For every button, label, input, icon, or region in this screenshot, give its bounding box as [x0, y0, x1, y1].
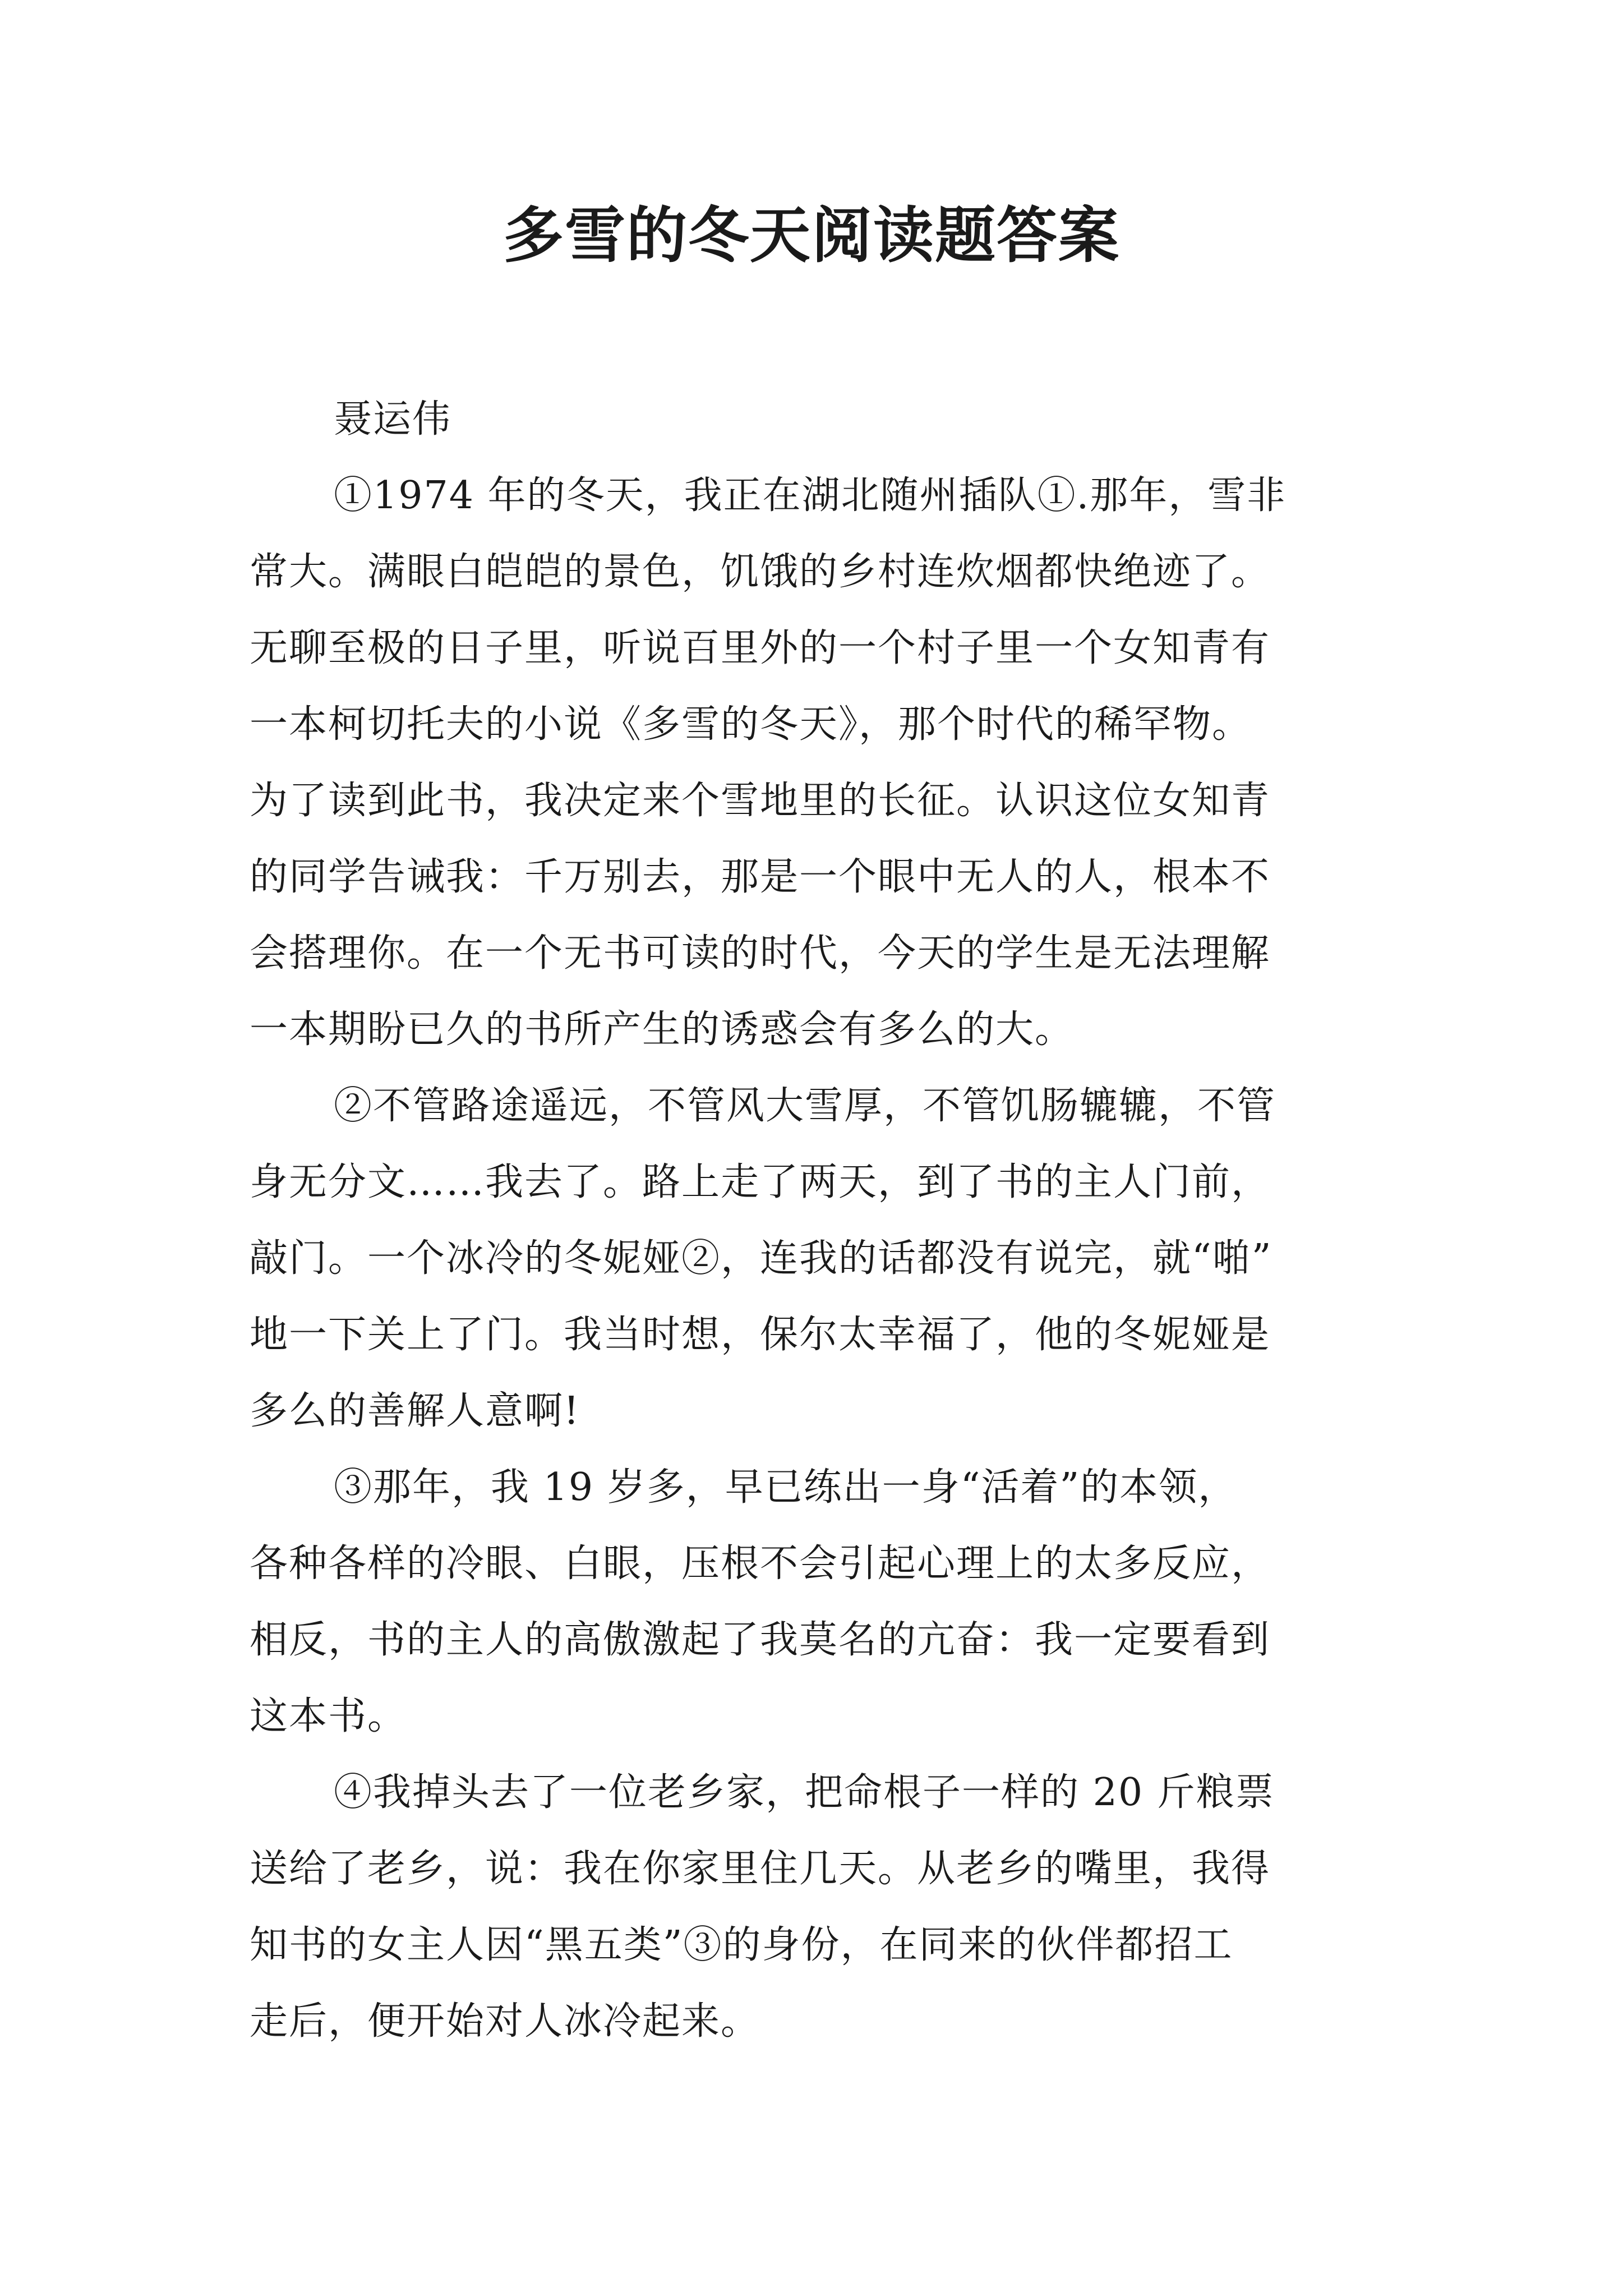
- paragraph-line: 各种各样的冷眼、白眼，压根不会引起心理上的太多反应，: [250, 1542, 1271, 1586]
- paragraph-line: 常大。满眼白皑皑的景色，饥饿的乡村连炊烟都快绝迹了。: [250, 550, 1271, 594]
- paragraph-line: 这本书。: [250, 1694, 407, 1738]
- paragraph-line: ④我掉头去了一位老乡家，把命根子一样的 20 斤粮票: [334, 1770, 1275, 1815]
- paragraph-line: 会搭理你。在一个无书可读的时代，今天的学生是无法理解: [250, 931, 1271, 976]
- paragraph-line: ②不管路途遥远，不管风大雪厚，不管饥肠辘辘，不管: [334, 1084, 1276, 1128]
- paragraph-line: 为了读到此书，我决定来个雪地里的长征。认识这位女知青: [250, 779, 1271, 823]
- paragraph-line: 无聊至极的日子里，听说百里外的一个村子里一个女知青有: [250, 626, 1271, 670]
- author-name: 聂运伟: [334, 397, 452, 441]
- paragraph-line: 的同学告诫我：千万别去，那是一个眼中无人的人，根本不: [250, 855, 1271, 899]
- paragraph-line: ①1974 年的冬天，我正在湖北随州插队①.那年，雪非: [334, 473, 1287, 518]
- paragraph-line: 多么的善解人意啊!: [250, 1389, 580, 1433]
- paragraph-1: [250, 458, 1371, 1068]
- paragraph-3: [250, 1450, 1371, 1755]
- document-body: [250, 381, 1371, 2060]
- document-title: 多雪的冬天阅读题答案: [502, 200, 1120, 271]
- paragraph-line: 敲门。一个冰冷的冬妮娅②，连我的话都没有说完，就“啪”: [250, 1236, 1272, 1281]
- paragraph-line: 相反，书的主人的高傲激起了我莫名的亢奋：我一定要看到: [250, 1618, 1271, 1662]
- paragraph-2: [250, 1068, 1371, 1450]
- paragraph-4: [250, 1755, 1371, 2060]
- paragraph-line: 一本柯切托夫的小说《多雪的冬天》，那个时代的稀罕物。: [250, 702, 1252, 747]
- paragraph-line: 地一下关上了门。我当时想，保尔太幸福了，他的冬妮娅是: [250, 1313, 1271, 1357]
- paragraph-line: 走后，便开始对人冰冷起来。: [250, 1999, 760, 2044]
- paragraph-line: 知书的女主人因“黑五类”③的身份，在同来的伙伴都招工: [250, 1923, 1233, 1967]
- paragraph-line: 一本期盼已久的书所产生的诱惑会有多么的大。: [250, 1007, 1075, 1052]
- paragraph-line: ③那年，我 19 岁多，早已练出一身“活着”的本领，: [334, 1465, 1238, 1510]
- paragraph-line: 身无分文……我去了。路上走了两天，到了书的主人门前，: [250, 1160, 1271, 1204]
- paragraph-line: 送给了老乡，说：我在你家里住几天。从老乡的嘴里，我得: [250, 1847, 1271, 1891]
